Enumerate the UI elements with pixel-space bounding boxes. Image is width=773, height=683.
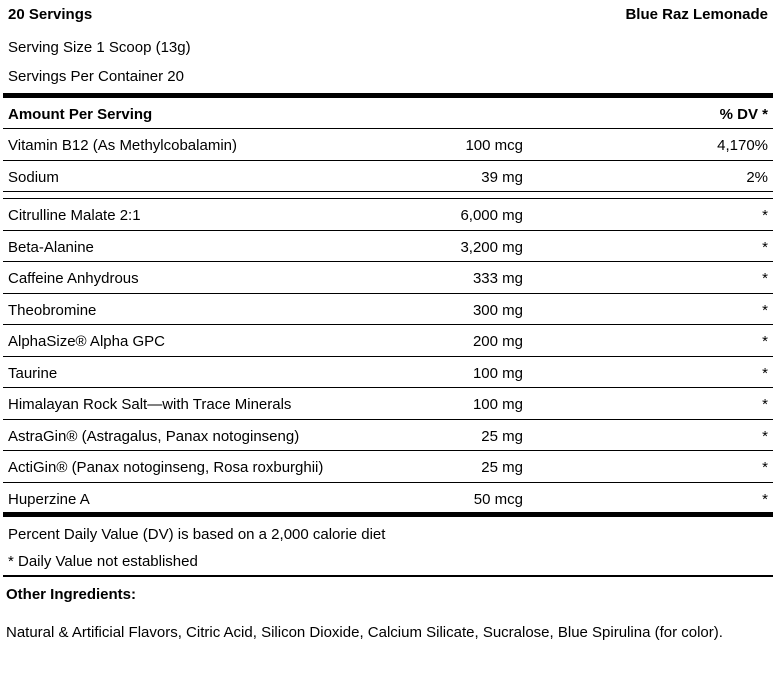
- ingredient-name: ActiGin® (Panax notoginseng, Rosa roxburghii): [8, 459, 324, 476]
- ingredient-amount: 6,000 mg: [460, 207, 523, 224]
- serving-size: Serving Size 1 Scoop (13g): [8, 39, 191, 56]
- ingredient-dv: *: [762, 427, 768, 445]
- footer-divider: [3, 575, 773, 577]
- ingredient-name: AstraGin® (Astragalus, Panax notoginseng): [8, 427, 300, 445]
- table-row: [0, 161, 773, 192]
- other-ingredients-heading: Other Ingredients:: [6, 586, 137, 603]
- ingredient-dv: *: [762, 396, 768, 413]
- ingredient-amount: 25 mg: [481, 459, 523, 476]
- row-divider: [3, 191, 773, 192]
- ingredient-name: Huperzine A: [8, 490, 90, 508]
- not-established-footnote: * Daily Value not established: [8, 553, 198, 570]
- ingredient-dv: *: [762, 270, 768, 287]
- other-ingredients-text: Natural & Artificial Flavors, Citric Acid, Silicon Dioxide, Calcium Silicate, Sucralose, Blue Spirulina (for color).: [6, 624, 723, 641]
- ingredient-amount: 100 mg: [472, 396, 523, 413]
- amount-header-row: [0, 98, 773, 129]
- table-row: [0, 357, 773, 388]
- flavor-name: Blue Raz Lemonade: [625, 6, 768, 23]
- table-row: [0, 420, 773, 451]
- ingredient-name: Beta-Alanine: [8, 238, 94, 256]
- ingredient-name: Caffeine Anhydrous: [8, 270, 139, 287]
- ingredient-dv: *: [762, 364, 768, 382]
- ingredient-amount: 100 mcg: [465, 137, 523, 154]
- ingredient-amount: 39 mg: [481, 168, 523, 186]
- ingredient-amount: 300 mg: [472, 301, 523, 319]
- ingredient-amount: 25 mg: [481, 427, 523, 445]
- dv-header: % DV *: [719, 106, 768, 123]
- table-row: [0, 294, 773, 325]
- ingredient-name: AlphaSize® Alpha GPC: [8, 333, 165, 350]
- table-row: [0, 262, 773, 293]
- ingredient-name: Himalayan Rock Salt—with Trace Minerals: [8, 396, 292, 413]
- table-row: [0, 129, 773, 160]
- thick-divider: [3, 512, 773, 517]
- ingredient-name: Theobromine: [8, 301, 97, 319]
- servings-header-row: [0, 0, 773, 26]
- ingredient-dv: 4,170%: [717, 137, 768, 154]
- table-row: [0, 483, 773, 514]
- dv-footnote: Percent Daily Value (DV) is based on a 2,000 calorie diet: [8, 526, 386, 543]
- ingredient-amount: 200 mg: [472, 333, 523, 350]
- ingredient-name: Vitamin B12 (As Methylcobalamin): [8, 137, 237, 154]
- ingredient-name: Citrulline Malate 2:1: [8, 207, 141, 224]
- ingredient-dv: *: [762, 459, 768, 476]
- ingredient-amount: 100 mg: [472, 364, 523, 382]
- table-row: [0, 388, 773, 419]
- table-row: [0, 231, 773, 262]
- ingredient-dv: 2%: [746, 168, 768, 186]
- ingredient-dv: *: [762, 238, 768, 256]
- ingredient-amount: 3,200 mg: [460, 238, 523, 256]
- ingredient-amount: 50 mcg: [473, 490, 523, 508]
- servings-per-container: Servings Per Container 20: [8, 68, 184, 85]
- ingredient-dv: *: [762, 333, 768, 350]
- ingredient-dv: *: [762, 207, 768, 224]
- amount-per-serving-header: Amount Per Serving: [8, 106, 153, 123]
- servings-count: 20 Servings: [8, 6, 93, 23]
- ingredient-name: Taurine: [8, 364, 58, 382]
- ingredient-dv: *: [762, 490, 768, 508]
- ingredient-amount: 333 mg: [472, 270, 523, 287]
- ingredient-dv: *: [762, 301, 768, 319]
- table-row: [0, 199, 773, 230]
- ingredient-name: Sodium: [8, 168, 59, 186]
- table-row: [0, 325, 773, 356]
- table-row: [0, 451, 773, 482]
